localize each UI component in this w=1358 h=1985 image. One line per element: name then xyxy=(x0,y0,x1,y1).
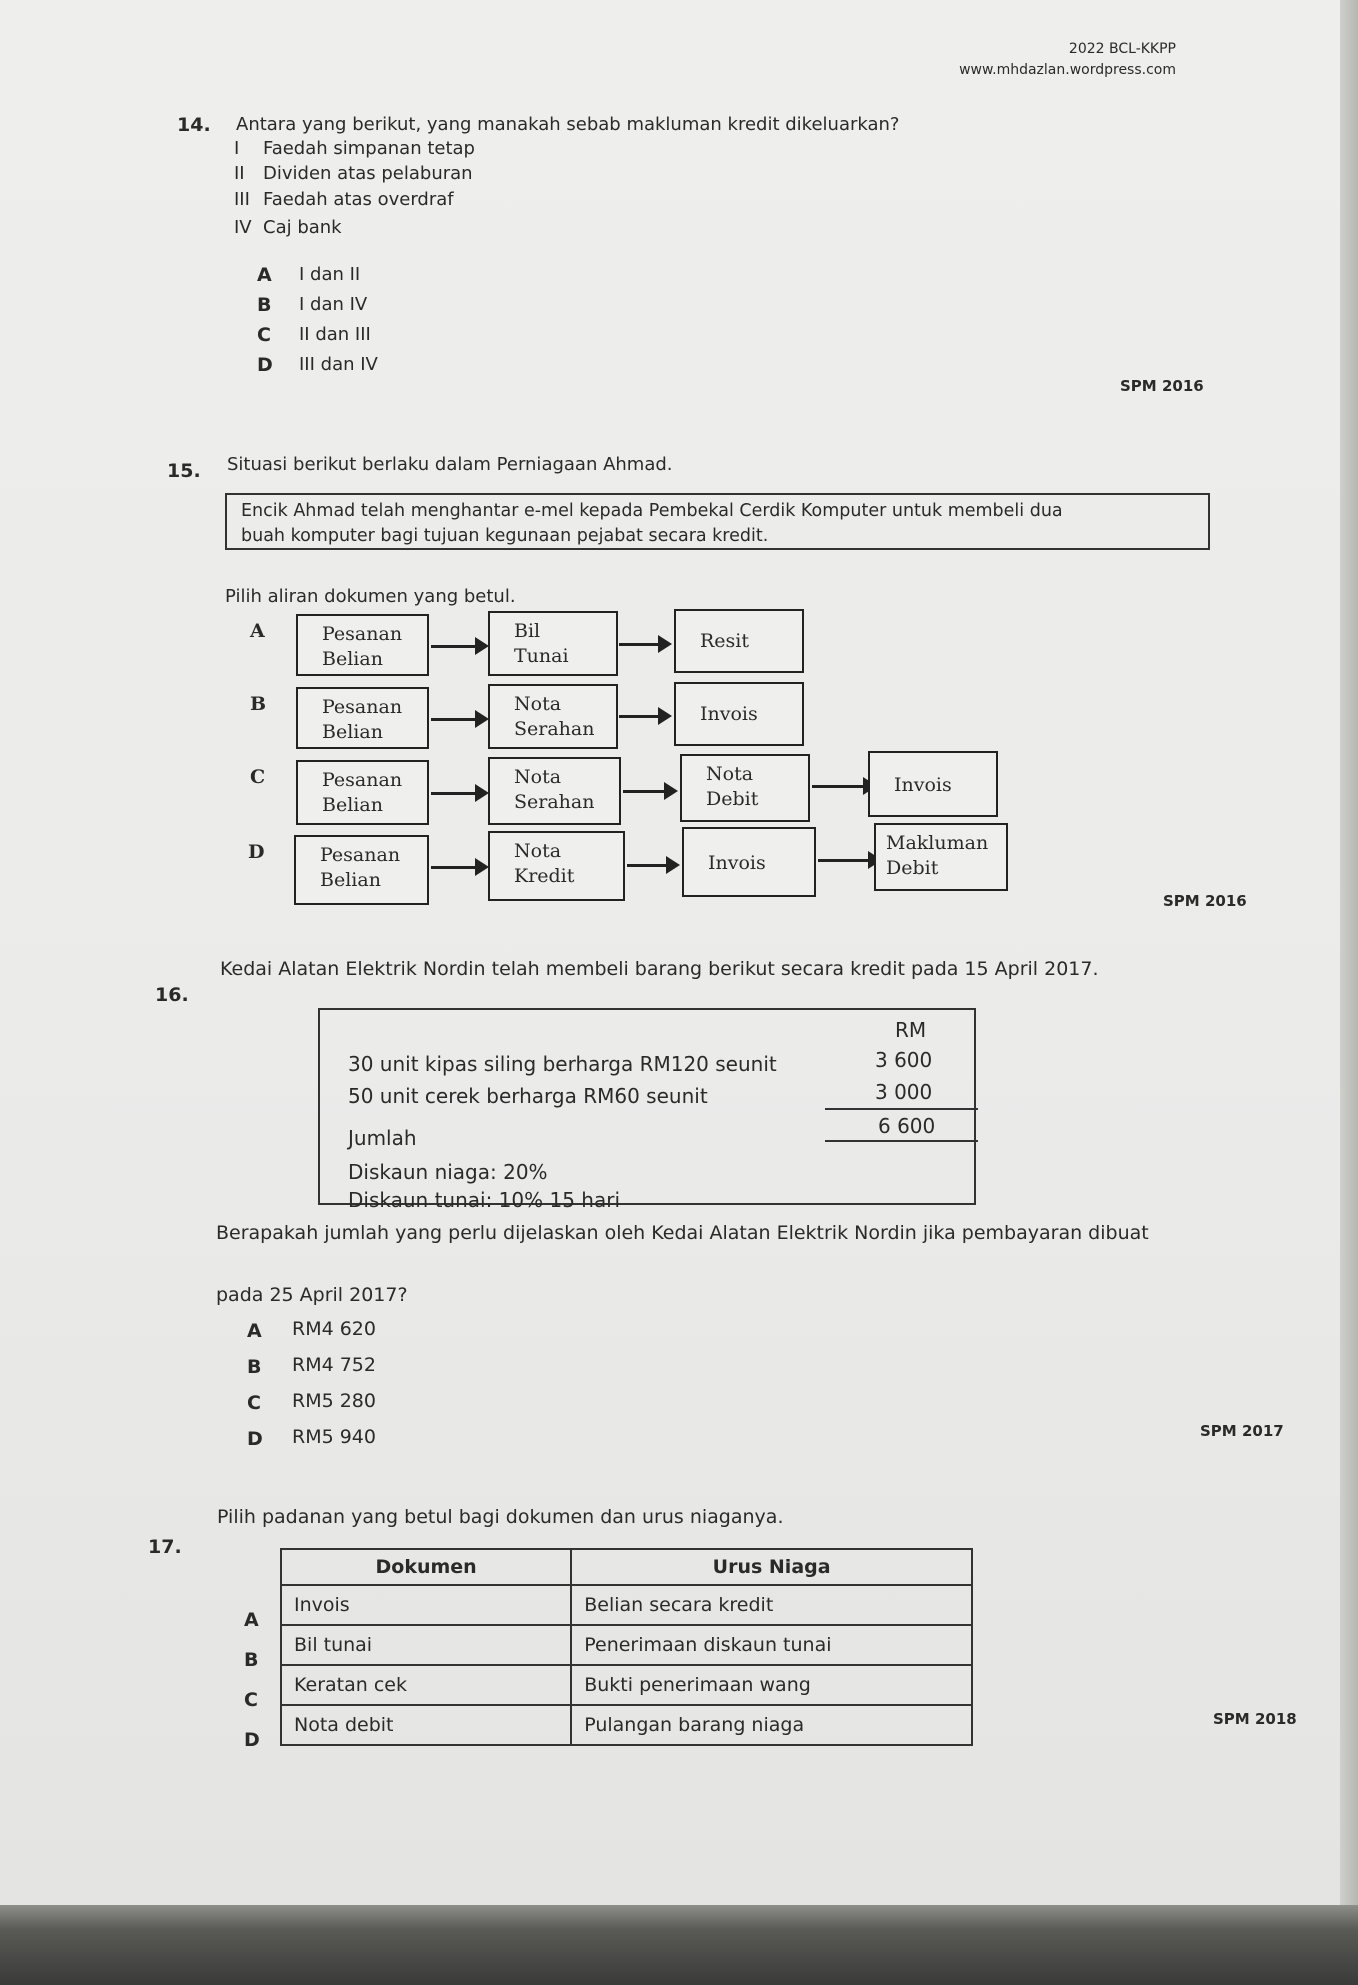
q16-trade-discount: Diskaun niaga: 20% xyxy=(348,1160,548,1184)
q17-source: SPM 2018 xyxy=(1213,1710,1297,1728)
q16-question-line: pada 25 April 2017? xyxy=(216,1284,408,1306)
flow-arrow xyxy=(619,643,660,646)
document-label: Invois xyxy=(708,852,766,874)
q14-number: 14. xyxy=(177,114,211,136)
q15-scenario-line: buah komputer bagi tujuan kegunaan pejabat secara kredit. xyxy=(241,526,769,546)
q14-option-text[interactable]: I dan IV xyxy=(299,294,368,315)
q17-txn-cell: Bukti penerimaan wang xyxy=(571,1665,972,1705)
q14-option-letter[interactable]: B xyxy=(257,294,272,316)
q17-col-header: Dokumen xyxy=(281,1549,571,1585)
paper-edge xyxy=(1340,0,1358,1985)
q16-source: SPM 2017 xyxy=(1200,1422,1284,1440)
q14-item-text: Faedah atas overdraf xyxy=(263,189,454,210)
q14-item-text: Faedah simpanan tetap xyxy=(263,138,475,159)
q17-number: 17. xyxy=(148,1536,182,1558)
header-code: 2022 BCL-KKPP xyxy=(1068,41,1176,57)
document-label: Belian xyxy=(322,721,383,743)
flow-arrow xyxy=(431,645,477,648)
q17-doc-cell: Invois xyxy=(281,1585,571,1625)
document-label: Belian xyxy=(320,869,381,891)
document-box xyxy=(294,835,429,905)
document-label: Nota xyxy=(706,763,754,785)
q16-option-text[interactable]: RM5 940 xyxy=(292,1426,376,1448)
q17-txn-cell: Pulangan barang niaga xyxy=(571,1705,972,1745)
q14-item-roman: III xyxy=(234,189,250,210)
q15-source: SPM 2016 xyxy=(1163,892,1247,910)
q16-purchase-table xyxy=(318,1008,976,1212)
document-box xyxy=(296,760,429,825)
q15-text: Situasi berikut berlaku dalam Perniagaan Ahmad. xyxy=(227,454,673,475)
document-box xyxy=(488,757,621,825)
q17-row-letter[interactable]: D xyxy=(244,1729,260,1751)
q14-item-roman: IV xyxy=(234,217,252,238)
document-label: Bil xyxy=(514,620,541,642)
q15-scenario-line: Encik Ahmad telah menghantar e-mel kepada Pembekal Cerdik Komputer untuk membeli dua xyxy=(241,501,1063,521)
q16-item-line: 50 unit cerek berharga RM60 seunit xyxy=(348,1084,708,1108)
document-box xyxy=(868,751,998,817)
document-label: Invois xyxy=(894,774,952,796)
q14-option-text[interactable]: III dan IV xyxy=(299,354,378,375)
flow-arrow xyxy=(431,718,477,721)
document-label: Kredit xyxy=(514,865,575,887)
q15-scenario-box xyxy=(225,493,1210,550)
document-box xyxy=(488,684,618,749)
q14-source: SPM 2016 xyxy=(1120,377,1204,395)
document-box xyxy=(680,754,810,822)
flow-arrow xyxy=(623,790,666,793)
q14-item-roman: II xyxy=(234,163,245,184)
q17-col-header: Urus Niaga xyxy=(571,1549,972,1585)
q17-row-letter[interactable]: A xyxy=(244,1609,259,1631)
document-box xyxy=(682,827,816,897)
q14-item-roman: I xyxy=(234,138,240,159)
q14-option-letter[interactable]: D xyxy=(257,354,273,376)
q14-item-text: Dividen atas pelaburan xyxy=(263,163,473,184)
flow-arrow xyxy=(619,715,660,718)
q17-row-letter[interactable]: C xyxy=(244,1689,258,1711)
q17-doc-cell: Bil tunai xyxy=(281,1625,571,1665)
q16-cash-discount: Diskaun tunai: 10% 15 hari xyxy=(348,1188,621,1212)
document-label: Makluman xyxy=(886,832,989,854)
q16-option-text[interactable]: RM4 752 xyxy=(292,1354,376,1376)
flow-arrow xyxy=(627,864,668,867)
q15-number: 15. xyxy=(167,460,201,482)
q14-option-text[interactable]: II dan III xyxy=(299,324,371,345)
document-box xyxy=(874,823,1008,891)
document-box xyxy=(674,682,804,746)
document-label: Debit xyxy=(706,788,759,810)
document-box xyxy=(296,614,429,676)
q16-number: 16. xyxy=(155,984,189,1006)
q16-item-value: 3 600 xyxy=(875,1048,933,1072)
document-label: Pesanan xyxy=(322,623,403,645)
document-label: Nota xyxy=(514,766,562,788)
document-label: Pesanan xyxy=(322,769,403,791)
q16-option-text[interactable]: RM4 620 xyxy=(292,1318,376,1340)
q16-option-letter[interactable]: B xyxy=(247,1356,262,1378)
flow-arrow xyxy=(812,785,865,788)
q16-total-line xyxy=(825,1140,978,1142)
document-label: Nota xyxy=(514,840,562,862)
q14-text: Antara yang berikut, yang manakah sebab makluman kredit dikeluarkan? xyxy=(236,114,900,135)
document-label: Resit xyxy=(700,630,750,652)
document-box xyxy=(674,609,804,673)
q16-total-value: 6 600 xyxy=(878,1114,936,1138)
q14-option-text[interactable]: I dan II xyxy=(299,264,361,285)
q16-question-line: Berapakah jumlah yang perlu dijelaskan oleh Kedai Alatan Elektrik Nordin jika pembayaran dibuat xyxy=(216,1222,1149,1244)
q15-row-letter[interactable]: C xyxy=(250,766,266,788)
flow-arrow xyxy=(818,859,870,862)
q17-txn-cell: Belian secara kredit xyxy=(571,1585,972,1625)
q17-text: Pilih padanan yang betul bagi dokumen dan urus niaganya. xyxy=(217,1506,784,1528)
q17-doc-cell: Keratan cek xyxy=(281,1665,571,1705)
q15-row-letter[interactable]: D xyxy=(248,841,265,863)
document-label: Pesanan xyxy=(320,844,401,866)
table-surface xyxy=(0,1905,1358,1985)
q17-doc-cell: Nota debit xyxy=(281,1705,571,1745)
document-box xyxy=(488,611,618,676)
q16-item-value: 3 000 xyxy=(875,1080,933,1104)
document-label: Serahan xyxy=(514,791,595,813)
q17-row-letter[interactable]: B xyxy=(244,1649,259,1671)
q16-currency: RM xyxy=(895,1018,927,1042)
q16-option-letter[interactable]: A xyxy=(247,1320,262,1342)
document-label: Invois xyxy=(700,703,758,725)
q16-sum-line xyxy=(825,1108,978,1110)
document-label: Belian xyxy=(322,648,383,670)
q14-item-text: Caj bank xyxy=(263,217,342,238)
flow-arrow xyxy=(431,792,477,795)
flow-arrow xyxy=(431,866,477,869)
q17-txn-cell: Penerimaan diskaun tunai xyxy=(571,1625,972,1665)
q16-option-text[interactable]: RM5 280 xyxy=(292,1390,376,1412)
document-label: Serahan xyxy=(514,718,595,740)
q16-option-letter[interactable]: C xyxy=(247,1392,261,1414)
header-site: www.mhdazlan.wordpress.com xyxy=(959,62,1176,78)
q16-total-label: Jumlah xyxy=(348,1126,417,1150)
q16-item-line: 30 unit kipas siling berharga RM120 seunit xyxy=(348,1052,777,1076)
q14-option-letter[interactable]: C xyxy=(257,324,271,346)
document-label: Belian xyxy=(322,794,383,816)
q15-prompt: Pilih aliran dokumen yang betul. xyxy=(225,586,516,607)
document-label: Pesanan xyxy=(322,696,403,718)
q15-row-letter[interactable]: A xyxy=(250,620,265,642)
q15-row-letter[interactable]: B xyxy=(250,693,267,715)
document-label: Debit xyxy=(886,857,939,879)
document-box xyxy=(488,831,625,901)
q16-option-letter[interactable]: D xyxy=(247,1428,263,1450)
document-box xyxy=(296,687,429,749)
q17-match-table xyxy=(280,1548,973,1746)
q16-text: Kedai Alatan Elektrik Nordin telah membeli barang berikut secara kredit pada 15 April 2017. xyxy=(220,958,1099,980)
document-label: Nota xyxy=(514,693,562,715)
q14-option-letter[interactable]: A xyxy=(257,264,272,286)
document-label: Tunai xyxy=(514,645,569,667)
